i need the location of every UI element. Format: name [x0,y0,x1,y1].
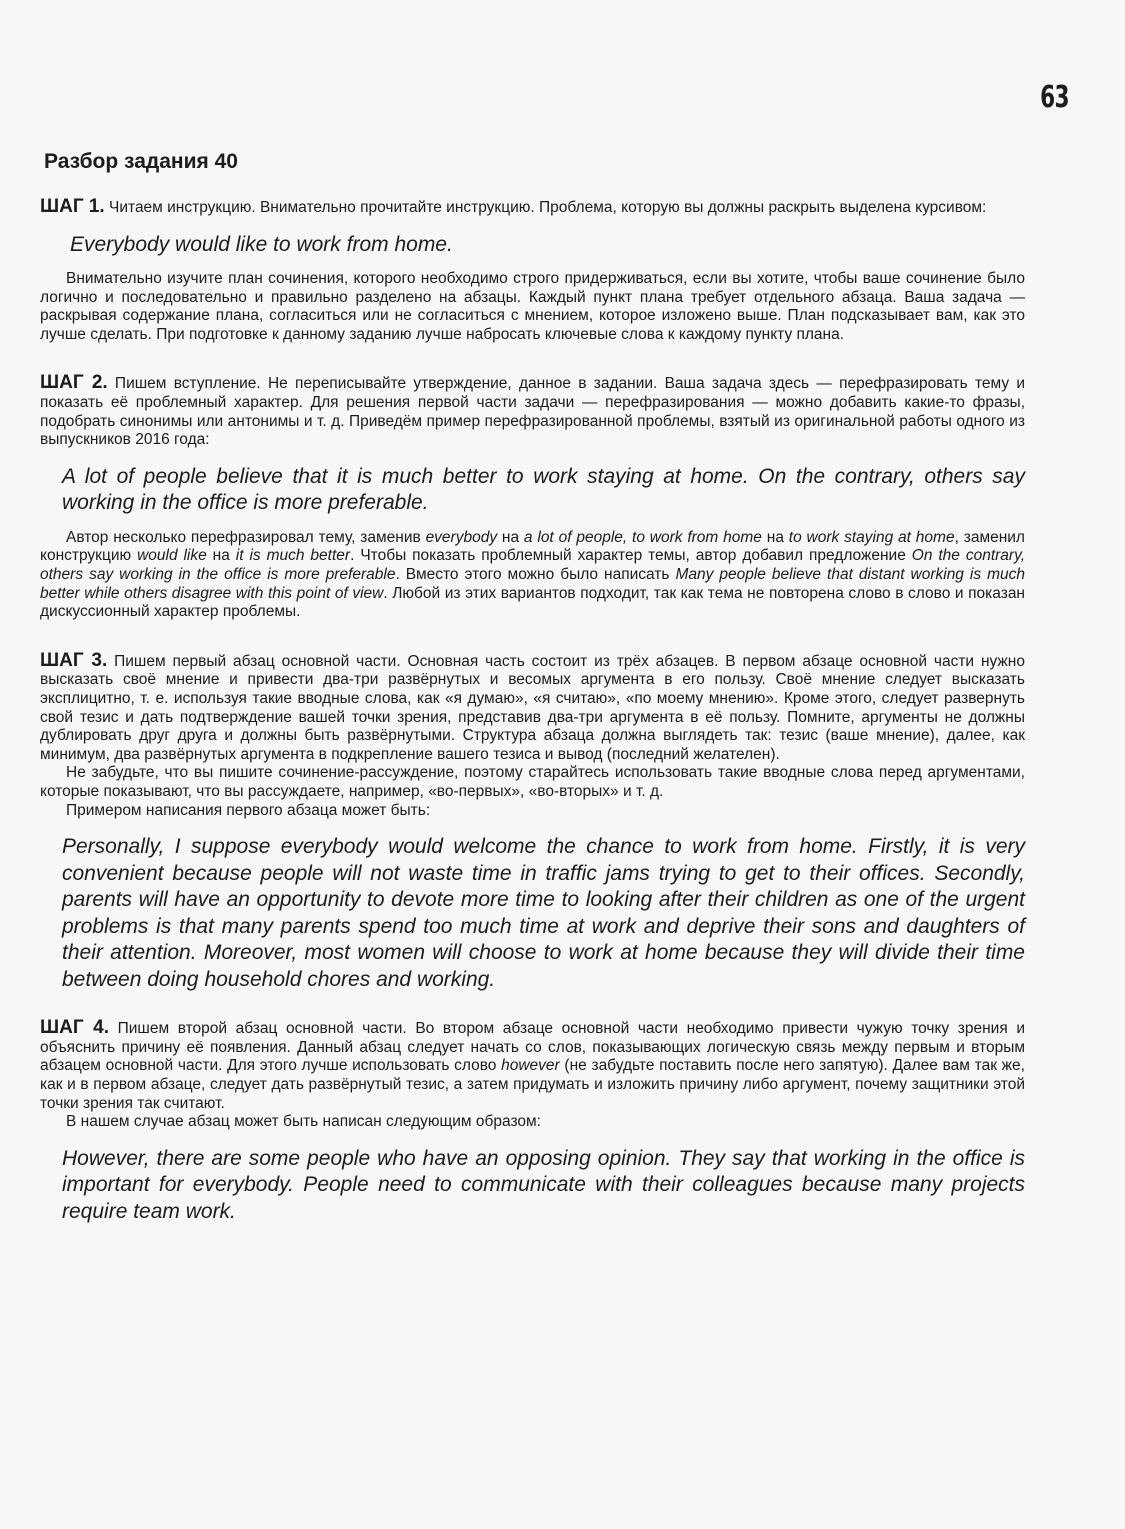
section-title: Разбор задания 40 [44,150,238,173]
text-run: . Вместо этого можно было написать [395,566,676,584]
italic-run: however [501,1057,560,1075]
step3-label: ШАГ 3. [40,649,108,671]
step2-paragraph [40,374,1025,449]
text-run: . Любой из этих вариантов подходит, так как тема не повторена слово в слово и показан дискуссионный характер проблемы. [40,584,1025,621]
italic-run: On the contrary, others say working in the office is more preferable [40,547,1025,584]
italic-run: it is much better [235,547,351,565]
step3-example: Personally, I suppose everybody would welcome the chance to work from home. Firstly, it is very convenient because people will not waste time in traffic jams trying to get to their offices. Secondly, parents will have an opportunity to devote more time to looking after their children as one of the urgent problems is that many parents spend too much time at work and deprive their sons and daughters of their attention. Moreover, most women will choose to work at home because they will divide their time between doing household chores and working. [62,835,1025,991]
text-run: на [761,528,789,546]
step3-paragraph [40,649,1025,765]
text-run: Автор несколько перефразировал тему, заменив [66,528,426,546]
step4-para2: В нашем случае абзац может быть написан следующим образом: [66,1113,541,1131]
page-content [40,150,1025,1237]
step2-label: ШАГ 2. [40,372,108,394]
italic-run: everybody [425,528,498,546]
italic-run: would like [137,547,207,565]
step3-para2: Не забудьте, что вы пишите сочинение-рассуждение, поэтому старайтесь использовать такие вводные слова перед аргументами, которые показывают, что вы рассуждаете, например, «во-первых», «во-вторых» и т. д. [40,764,1025,800]
step1-example: Everybody would like to work from home. [70,232,453,256]
italic-run: Many people believe that distant working is much better while others disagree with this point of view [40,566,1026,602]
text-run: на [497,528,524,546]
text-run: (не забудьте поставить после него запятую). Далее вам так же, как и в первом абзаце, следует дать развёрнутый тезис, а затем придумать и изложить причину либо аргумент, почему защитники этой точки зрения так считают. [40,1057,1025,1112]
text-run: , заменил конструкцию [40,528,1025,565]
text-run: Пишем второй абзац основной части. Во втором абзаце основной части необходимо привести чужую точку зрения и объяснить причину её появления. Данный абзац следует начать со слов, показывающих логическую связь между первым и вторым абзацем основной части. Для этого лучше использовать слово [40,1020,1025,1075]
step3-para3: Примером написания первого абзаца может быть: [66,801,431,819]
step1-label: ШАГ 1. [40,196,105,217]
page-number: 63 [1040,80,1069,115]
step4-paragraph [40,1019,1025,1113]
step1-body: Внимательно изучите план сочинения, которого необходимо строго придерживаться, если вы хотите, чтобы ваше сочинение было логично и последовательно и правильно разделено на абзацы. Каждый пункт плана требует отдельного абзаца. Ваша задача — раскрывая содержание плана, согласиться или не согласиться с мнением, которое изложено выше. План подсказывает вам, как это лучше сделать. При подготовке к данному заданию лучше набросать ключевые слова к каждому пункту плана. [40,270,1025,343]
step3-text: Пишем первый абзац основной части. Основная часть состоит из трёх абзацев. В первом абзаце основной части нужно высказать своё мнение и привести два-три развёрнутых и весомых аргумента в его пользу. Своё мнение следует высказать эксплицитно, т. е. используя такие вводные слова, как «я думаю», «я считаю», «по моему мнению». Кроме этого, следует развернуть свой тезис и дать подтверждение вашей точки зрения, представив два-три аргумента в её пользу. Помните, аргументы не должны дублировать друг друга и должны быть развёрнутыми. Структура абзаца должна выглядеть так: тезис (ваше мнение), далее, как минимум, два развёрнутых аргумента в подкрепление вашего тезиса и вывод (последний желателен). [40,652,1025,763]
step4-example: However, there are some people who have an opposing opinion. They say that working in the office is important for everybody. People need to communicate with their colleagues because many projects require team work. [62,1146,1025,1223]
step1-paragraph [40,198,1025,218]
step2-body [40,529,1025,622]
step2-example: A lot of people believe that it is much better to work staying at home. On the contrary, others say working in the office is more preferable. [62,464,1025,515]
italic-run: to work staying at home [788,528,955,546]
italic-run: a lot of people, to work from home [523,528,762,546]
step4-label: ШАГ 4. [40,1017,109,1039]
text-run: . Чтобы показать проблемный характер темы, автор добавил предложение [350,547,912,565]
text-run: на [206,547,236,565]
step1-text: Читаем инструкцию. Внимательно прочитайте инструкцию. Проблема, которую вы должны раскрыть выделена курсивом: [104,199,987,216]
step2-text: Пишем вступление. Не переписывайте утверждение, данное в задании. Ваша задача здесь — перефразировать тему и показать её проблемный характер. Для решения первой части задачи — перефразирования — можно добавить какие-то фразы, подобрать синонимы или антонимы и т. д. Приведём пример перефразированной проблемы, взятый из оригинальной работы одного из выпускников 2016 года: [40,375,1026,449]
